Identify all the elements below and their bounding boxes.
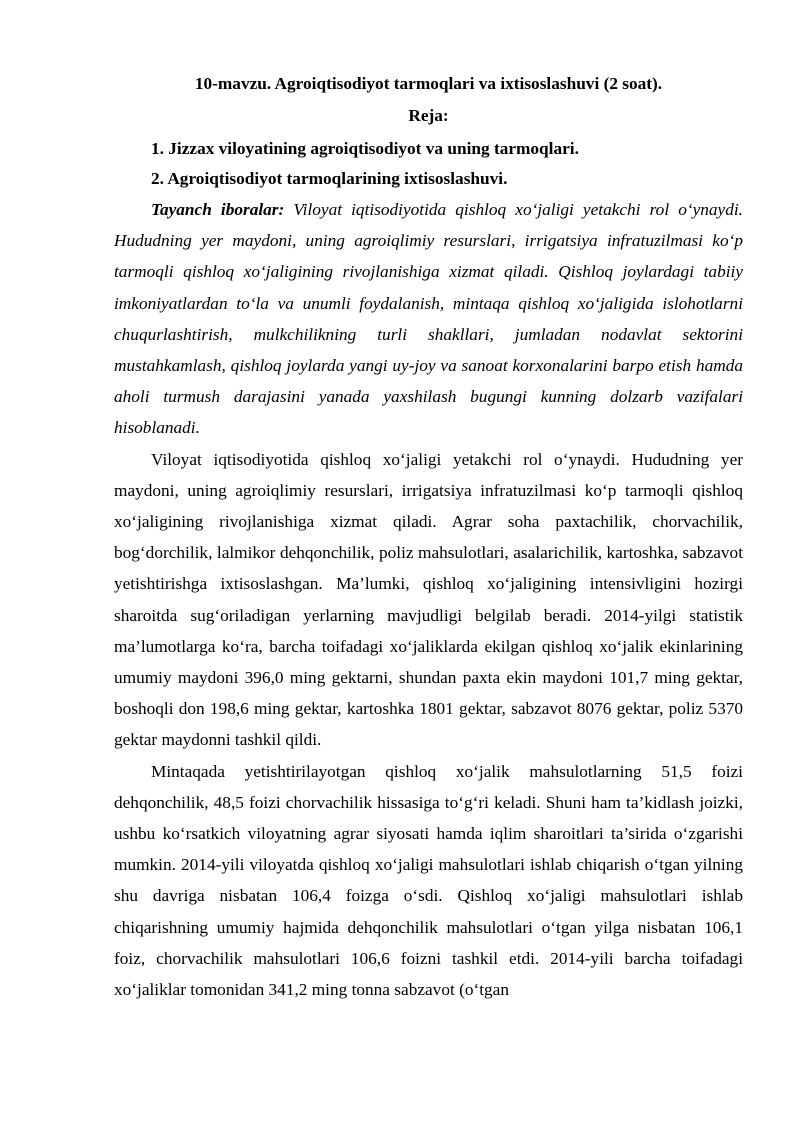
keywords-label: Tayanch iboralar: [151,200,285,219]
plan-item-1: 1. Jizzax viloyatining agroiqtisodiyot va uning tarmoqlari. [151,139,579,158]
page-title: 10-mavzu. Agroiqtisodiyot tarmoqlari va ixtisoslashuvi (2 soat). [194,74,663,93]
keywords-paragraph [114,194,743,444]
keywords-text: Viloyat iqtisodiyotida qishloq xo‘jaligi yetakchi rol o‘ynaydi. Hududning yer maydoni, uning agroiqlimiy resurslari, irrigatsiya infratuzilmasi ko‘p tarmoqli qishloq xo‘jaligining rivojlanishiga xizmat qiladi. Qishloq joylardagi tabiiy imkoniyatlardan to‘la va unumli foydalanish, mintaqa qishloq xo‘jaligida islohotlarni chuqurlashtirish, mulkchilikning turli shakllari, jumladan nodavlat sektorini mustahkamlash, qishloq joylarda yangi uy-joy va sanoat korxonalarini barpo etish hamda aholi turmush darajasini yanada yaxshilash bugungi kunning dolzarb vazifalari hisoblanadi. [114,200,743,438]
plan-heading: Reja: [408,106,449,125]
body-paragraph-1: Viloyat iqtisodiyotida qishloq xo‘jaligi yetakchi rol o‘ynaydi. Hududning yer maydoni, uning agroiqlimiy resurslari, irrigatsiya infratuzilmasi ko‘p tarmoqli qishloq xo‘jaligining rivojlanishiga xizmat qiladi. Agrar soha paxtachilik, chorvachilik, bog‘dorchilik, lalmikor dehqonchilik, poliz mahsulotlari, asalarichilik, kartoshka, sabzavot yetishtirishga ixtisoslashgan. Ma’lumki, qishloq xo‘jaligining intensivligini hozirgi sharoitda sug‘oriladigan yerlarning mavjudligi belgilab beradi. 2014-yilgi statistik ma’lumotlarga ko‘ra, barcha toifadagi xo‘jaliklarda ekilgan qishloq xo‘jalik ekinlarining umumiy maydoni 396,0 ming gektarni, shundan paxta ekin maydoni 101,7 ming gektar, boshoqli don 198,6 ming gektar, kartoshka 1801 gektar, sabzavot 8076 gektar, poliz 5370 gektar maydonni tashkil qildi. [114,449,743,750]
plan-item-2: 2. Agroiqtisodiyot tarmoqlarining ixtisoslashuvi. [151,169,508,188]
body-paragraph-2: Mintaqada yetishtirilayotgan qishloq xo‘jalik mahsulotlarning 51,5 foizi dehqonchilik, 48,5 foizi chorvachilik hissasiga to‘g‘ri keladi. Shuni ham ta’kidlash joizki, ushbu ko‘rsatkich viloyatning agrar siyosati hamda iqlim sharoitlari ta’sirida o‘zgarishi mumkin. 2014-yili viloyatda qishloq xo‘jaligi mahsulotlari ishlab chiqarish o‘tgan yilning shu davriga nisbatan 106,4 foizga o‘sdi. Qishloq xo‘jaligi mahsulotlari ishlab chiqarishning umumiy hajmida dehqonchilik mahsulotlari o‘tgan yilga nisbatan 106,1 foiz, chorvachilik mahsulotlari 106,6 foizni tashkil etdi. 2014-yili barcha toifadagi xo‘jaliklar tomonidan 341,2 ming tonna sabzavot (o‘tgan [114,761,743,1000]
